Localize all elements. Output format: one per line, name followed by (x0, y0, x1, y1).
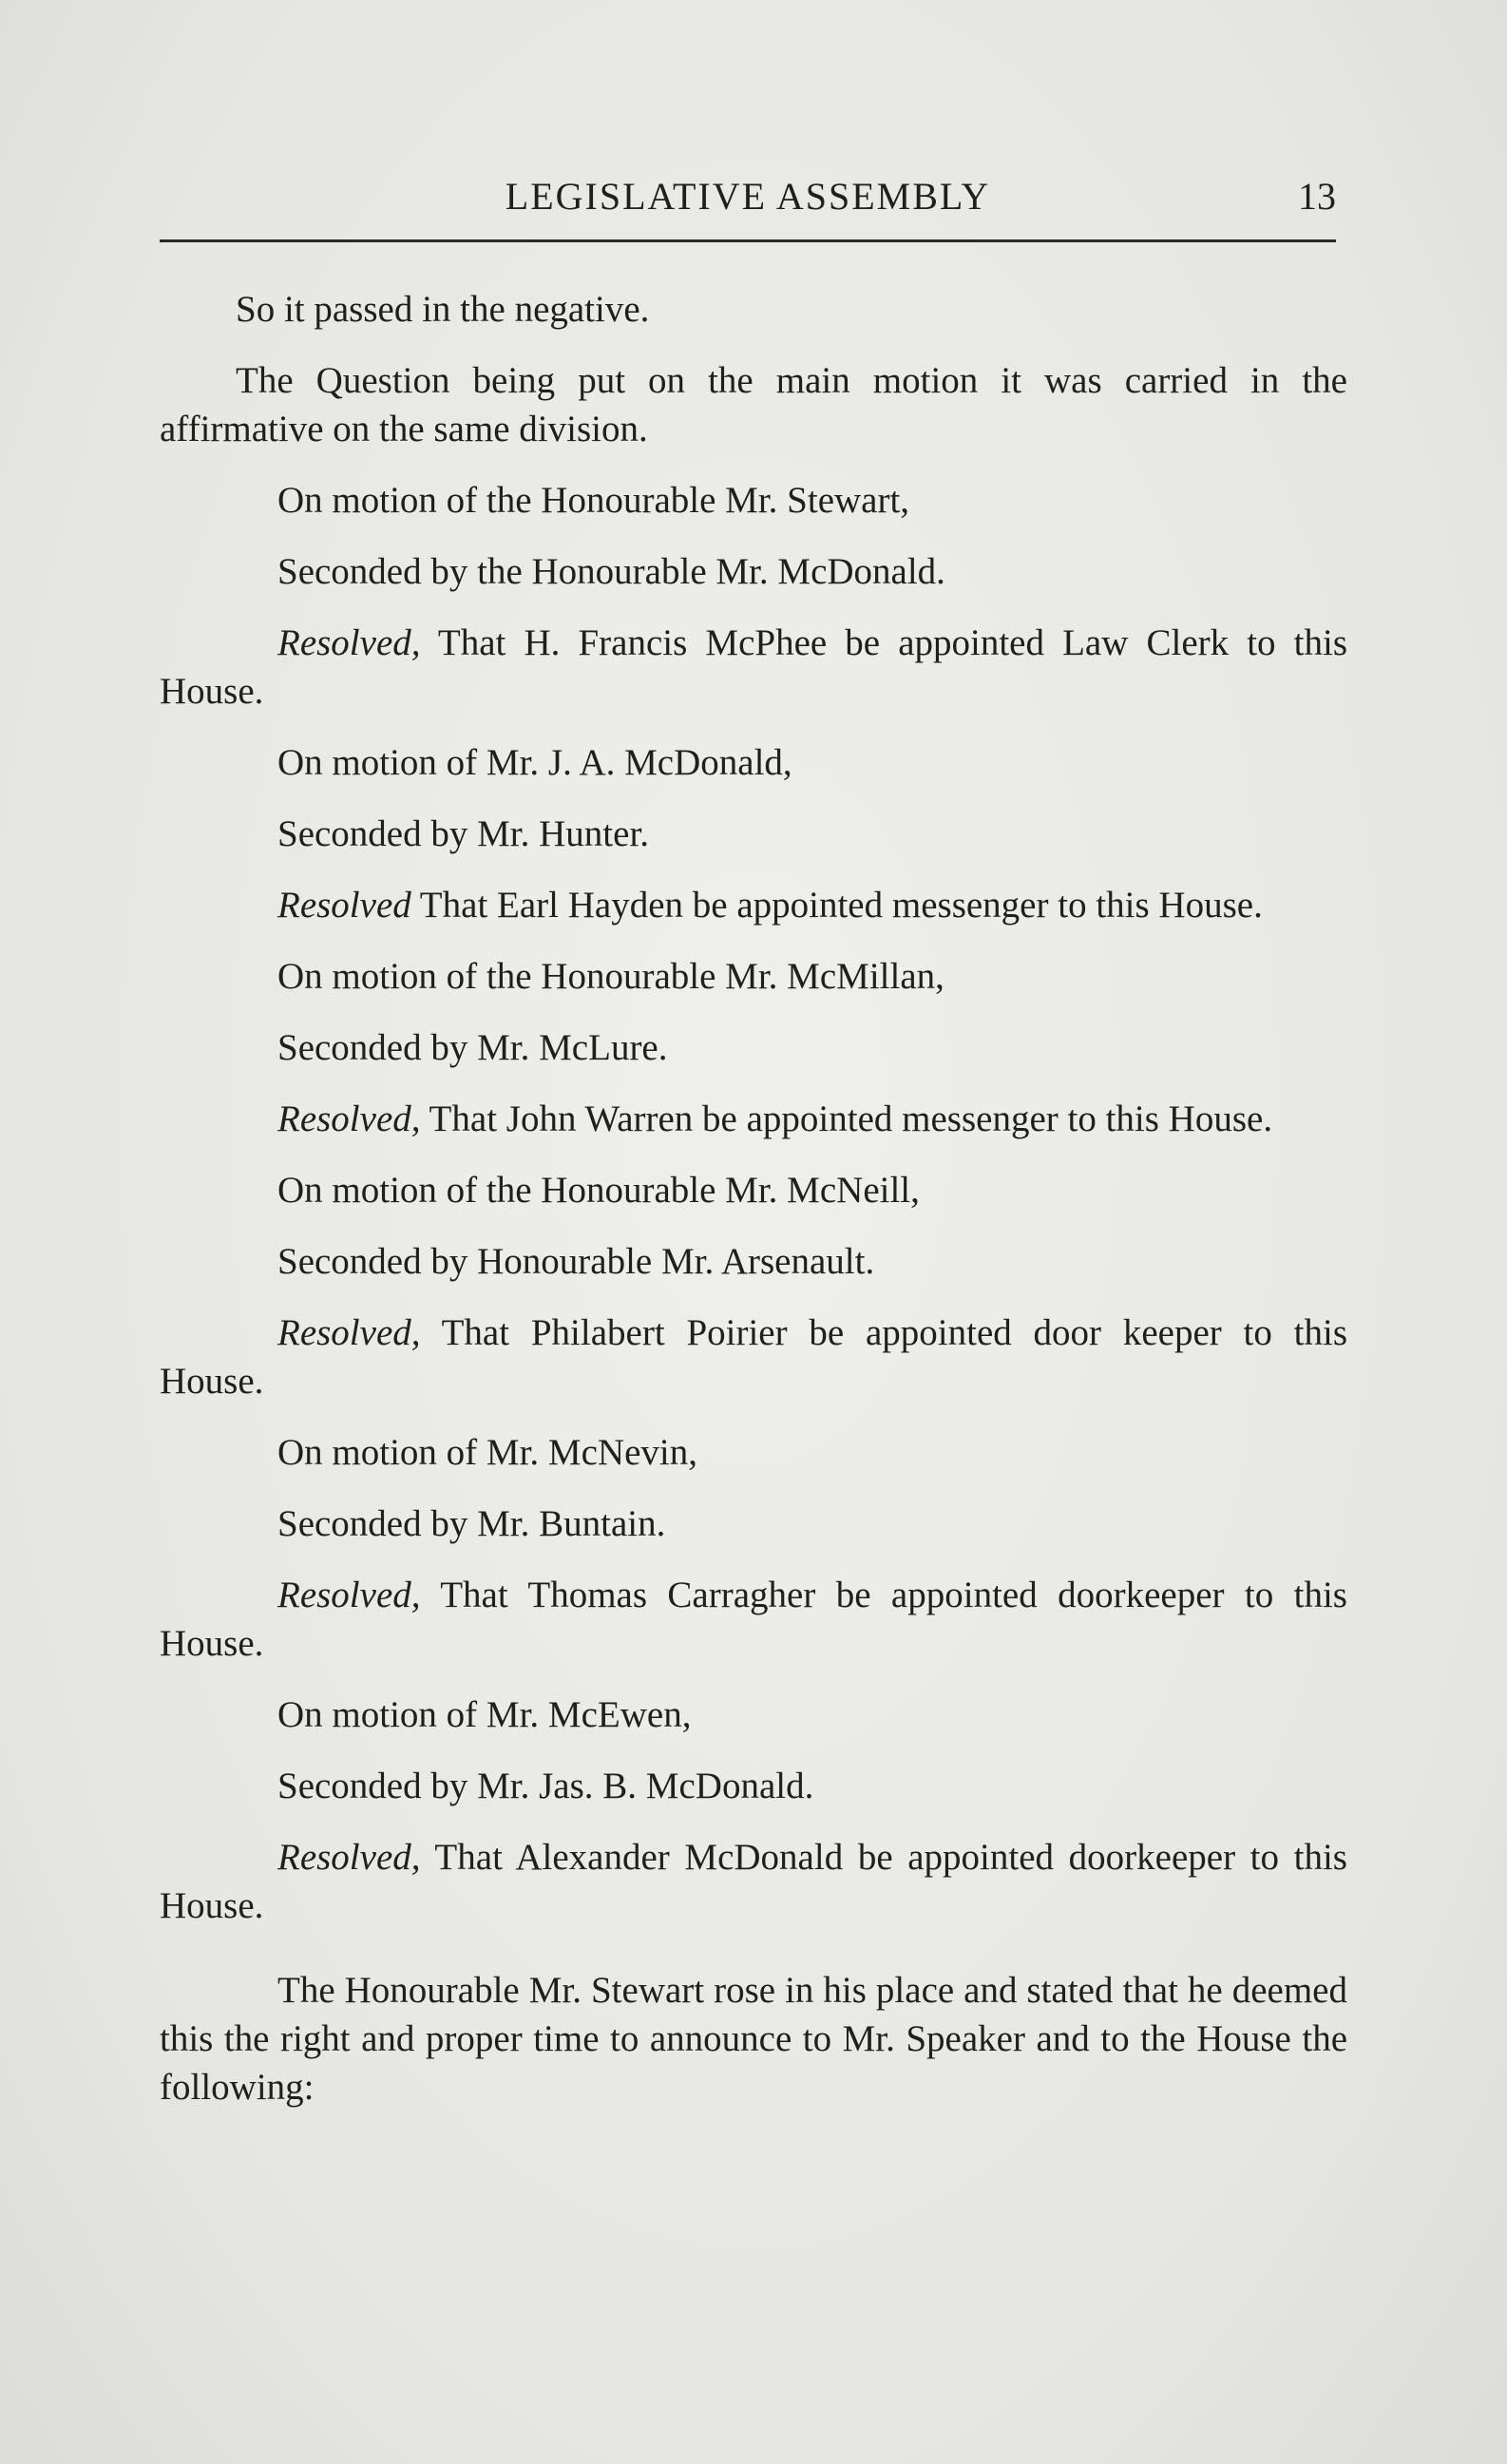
paragraph-text: On motion of Mr. McNevin, (277, 1432, 697, 1473)
header-rule (160, 239, 1336, 242)
paragraph (160, 738, 1347, 787)
paragraph (160, 1237, 1347, 1286)
paragraph-text: On motion of Mr. J. A. McDonald, (277, 742, 792, 783)
paragraph-text: That Earl Hayden be appointed messenger to this House. (410, 885, 1263, 926)
resolved-label: Resolved, (277, 1837, 421, 1878)
paragraph-text: That Thomas Carragher be appointed doorkeeper to this House. (160, 1575, 1347, 1664)
paragraph-text: Seconded by Mr. Hunter. (277, 813, 650, 854)
paragraph-text: So it passed in the negative. (236, 289, 650, 330)
paragraph (160, 1095, 1347, 1143)
paragraph (160, 285, 1347, 334)
paragraph (160, 952, 1347, 1001)
resolved-label: Resolved, (277, 1575, 421, 1615)
paragraph (160, 1428, 1347, 1477)
paragraph-text: That John Warren be appointed messenger to this House. (420, 1098, 1273, 1139)
paragraph-text: Seconded by Honourable Mr. Arsenault. (277, 1241, 875, 1282)
paragraph (160, 881, 1347, 929)
paragraph (160, 1166, 1347, 1214)
paragraph-text: On motion of the Honourable Mr. McNeill, (277, 1170, 920, 1211)
paragraph-text: That Philabert Poirier be appointed door keeper to this House. (160, 1312, 1347, 1402)
paragraph (160, 547, 1347, 596)
paragraph-text: On motion of Mr. McEwen, (277, 1694, 692, 1735)
paragraph-text: Seconded by Mr. McLure. (277, 1027, 668, 1068)
paragraph (160, 1308, 1347, 1405)
resolved-label: Resolved, (277, 622, 421, 663)
paragraph (160, 1966, 1347, 2111)
paragraph (160, 1762, 1347, 1810)
paragraph (160, 1690, 1347, 1739)
paragraph-text: The Question being put on the main motion it was carried in the affirmative on the same division. (160, 360, 1347, 449)
paragraph-text: Seconded by Mr. Buntain. (277, 1503, 666, 1544)
paragraph (160, 1571, 1347, 1668)
running-header (160, 174, 1336, 221)
paragraph-text: Seconded by the Honourable Mr. McDonald. (277, 551, 945, 592)
paragraph-text: Seconded by Mr. Jas. B. McDonald. (277, 1766, 814, 1806)
paragraph-text: That H. Francis McPhee be appointed Law Clerk to this House. (160, 622, 1347, 712)
resolved-label: Resolved (277, 885, 411, 926)
page-body (160, 285, 1347, 2134)
paragraph (160, 1499, 1347, 1548)
paragraph-text: On motion of the Honourable Mr. McMillan, (277, 956, 944, 997)
resolved-label: Resolved, (277, 1312, 421, 1353)
paragraph (160, 810, 1347, 858)
paragraph-text: The Honourable Mr. Stewart rose in his place and stated that he deemed this the right and proper time to announce to Mr. Speaker and to the House the following: (160, 1970, 1347, 2108)
paragraph (160, 1023, 1347, 1072)
resolved-label: Resolved, (277, 1098, 421, 1139)
paragraph (160, 476, 1347, 525)
paragraph-text: That Alexander McDonald be appointed doorkeeper to this House. (160, 1837, 1347, 1926)
page-number: 13 (1298, 175, 1336, 218)
paragraph (160, 1833, 1347, 1930)
paragraph-text: On motion of the Honourable Mr. Stewart, (277, 480, 910, 521)
paragraph (160, 356, 1347, 453)
header-title: LEGISLATIVE ASSEMBLY (505, 175, 991, 218)
paragraph (160, 619, 1347, 716)
